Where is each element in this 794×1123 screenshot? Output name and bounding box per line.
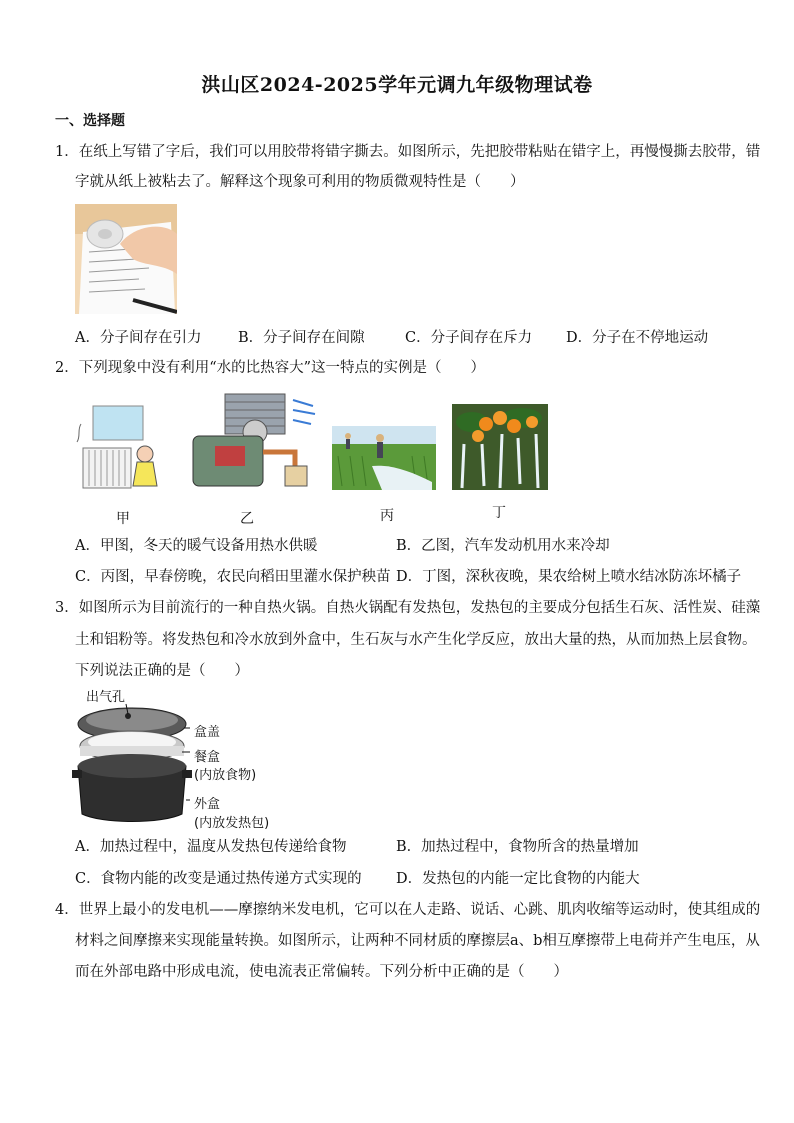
q3-label-outer-note: (内放发热包) bbox=[194, 816, 270, 831]
q3-line3: 下列说法正确的是（ ） bbox=[75, 663, 249, 679]
q3-line2: 土和铝粉等。将发热包和冷水放到外盒中，生石灰与水产生化学反应，放出大量的热，从而加热上层食物。 bbox=[75, 632, 757, 648]
q2-rice-field-image bbox=[332, 426, 436, 490]
q1-line2: 字就从纸上被粘去了。解释这个现象可利用的物质微观特性是（ ） bbox=[75, 174, 525, 190]
page-title: 洪山区2024-2025学年元调九年级物理试卷 bbox=[201, 74, 593, 96]
q1-option-d[interactable]: D．分子在不停地运动 bbox=[566, 330, 709, 346]
q1-line1: 1．在纸上写错了字后，我们可以用胶带将错字撕去。如图所示，先把胶带粘贴在错字上，再慢慢撕去胶带，错 bbox=[55, 144, 761, 160]
q4-line2: 材料之间摩擦来实现能量转换。如图所示，让两种不同材质的摩擦层a、b相互摩擦带上电荷并产生电压，从 bbox=[75, 933, 760, 949]
q2-option-b[interactable]: B．乙图，汽车发动机用水来冷却 bbox=[396, 538, 610, 554]
q3-option-c[interactable]: C．食物内能的改变是通过热传递方式实现的 bbox=[75, 871, 362, 887]
q3-label-lid: 盒盖 bbox=[194, 725, 221, 740]
q2-option-a[interactable]: A．甲图，冬天的暖气设备用热水供暖 bbox=[75, 538, 318, 554]
q2-line1: 2．下列现象中没有利用“水的比热容大”这一特点的实例是（ ） bbox=[55, 360, 486, 376]
q2-radiator-image bbox=[75, 402, 165, 492]
q2-caption-ding: 丁 bbox=[492, 505, 506, 521]
q3-option-a[interactable]: A．加热过程中，温度从发热包传递给食物 bbox=[75, 839, 347, 855]
q3-label-outer-box: 外盒 bbox=[194, 797, 221, 812]
q2-orange-tree-image bbox=[452, 404, 548, 490]
q3-line1: 3．如图所示为目前流行的一种自热火锅。自热火锅配有发热包，发热包的主要成分包括生石灰、活性炭、硅藻 bbox=[55, 600, 761, 616]
q3-label-meal-note: (内放食物) bbox=[194, 768, 257, 783]
q3-option-b[interactable]: B．加热过程中，食物所含的热量增加 bbox=[396, 839, 639, 855]
q2-caption-jia: 甲 bbox=[116, 511, 130, 527]
q3-option-d[interactable]: D．发热包的内能一定比食物的内能大 bbox=[396, 871, 640, 887]
q3-label-meal-box: 餐盒 bbox=[194, 750, 221, 765]
q2-engine-image bbox=[185, 392, 325, 492]
q1-option-b[interactable]: B．分子间存在间隙 bbox=[238, 330, 365, 346]
q2-caption-bing: 丙 bbox=[380, 508, 394, 524]
q2-option-c[interactable]: C．丙图，早春傍晚，农民向稻田里灌水保护秧苗 bbox=[75, 569, 391, 585]
q4-line3: 而在外部电路中形成电流，使电流表正常偏转。下列分析中正确的是（ ） bbox=[75, 964, 568, 980]
q2-option-d[interactable]: D．丁图，深秋夜晚，果农给树上喷水结冰防冻坏橘子 bbox=[396, 569, 742, 585]
q3-hotpot-diagram bbox=[72, 686, 272, 832]
q1-tape-photo bbox=[75, 204, 177, 314]
q3-label-vent: 出气孔 bbox=[86, 690, 126, 705]
q1-option-a[interactable]: A．分子间存在引力 bbox=[75, 330, 202, 346]
section-heading: 一、选择题 bbox=[55, 113, 125, 129]
q2-caption-yi: 乙 bbox=[240, 511, 254, 527]
q1-option-c[interactable]: C．分子间存在斥力 bbox=[405, 330, 533, 346]
q4-line1: 4．世界上最小的发电机——摩擦纳米发电机，它可以在人走路、说话、心跳、肌肉收缩等运动时，使其组成的 bbox=[55, 902, 761, 918]
